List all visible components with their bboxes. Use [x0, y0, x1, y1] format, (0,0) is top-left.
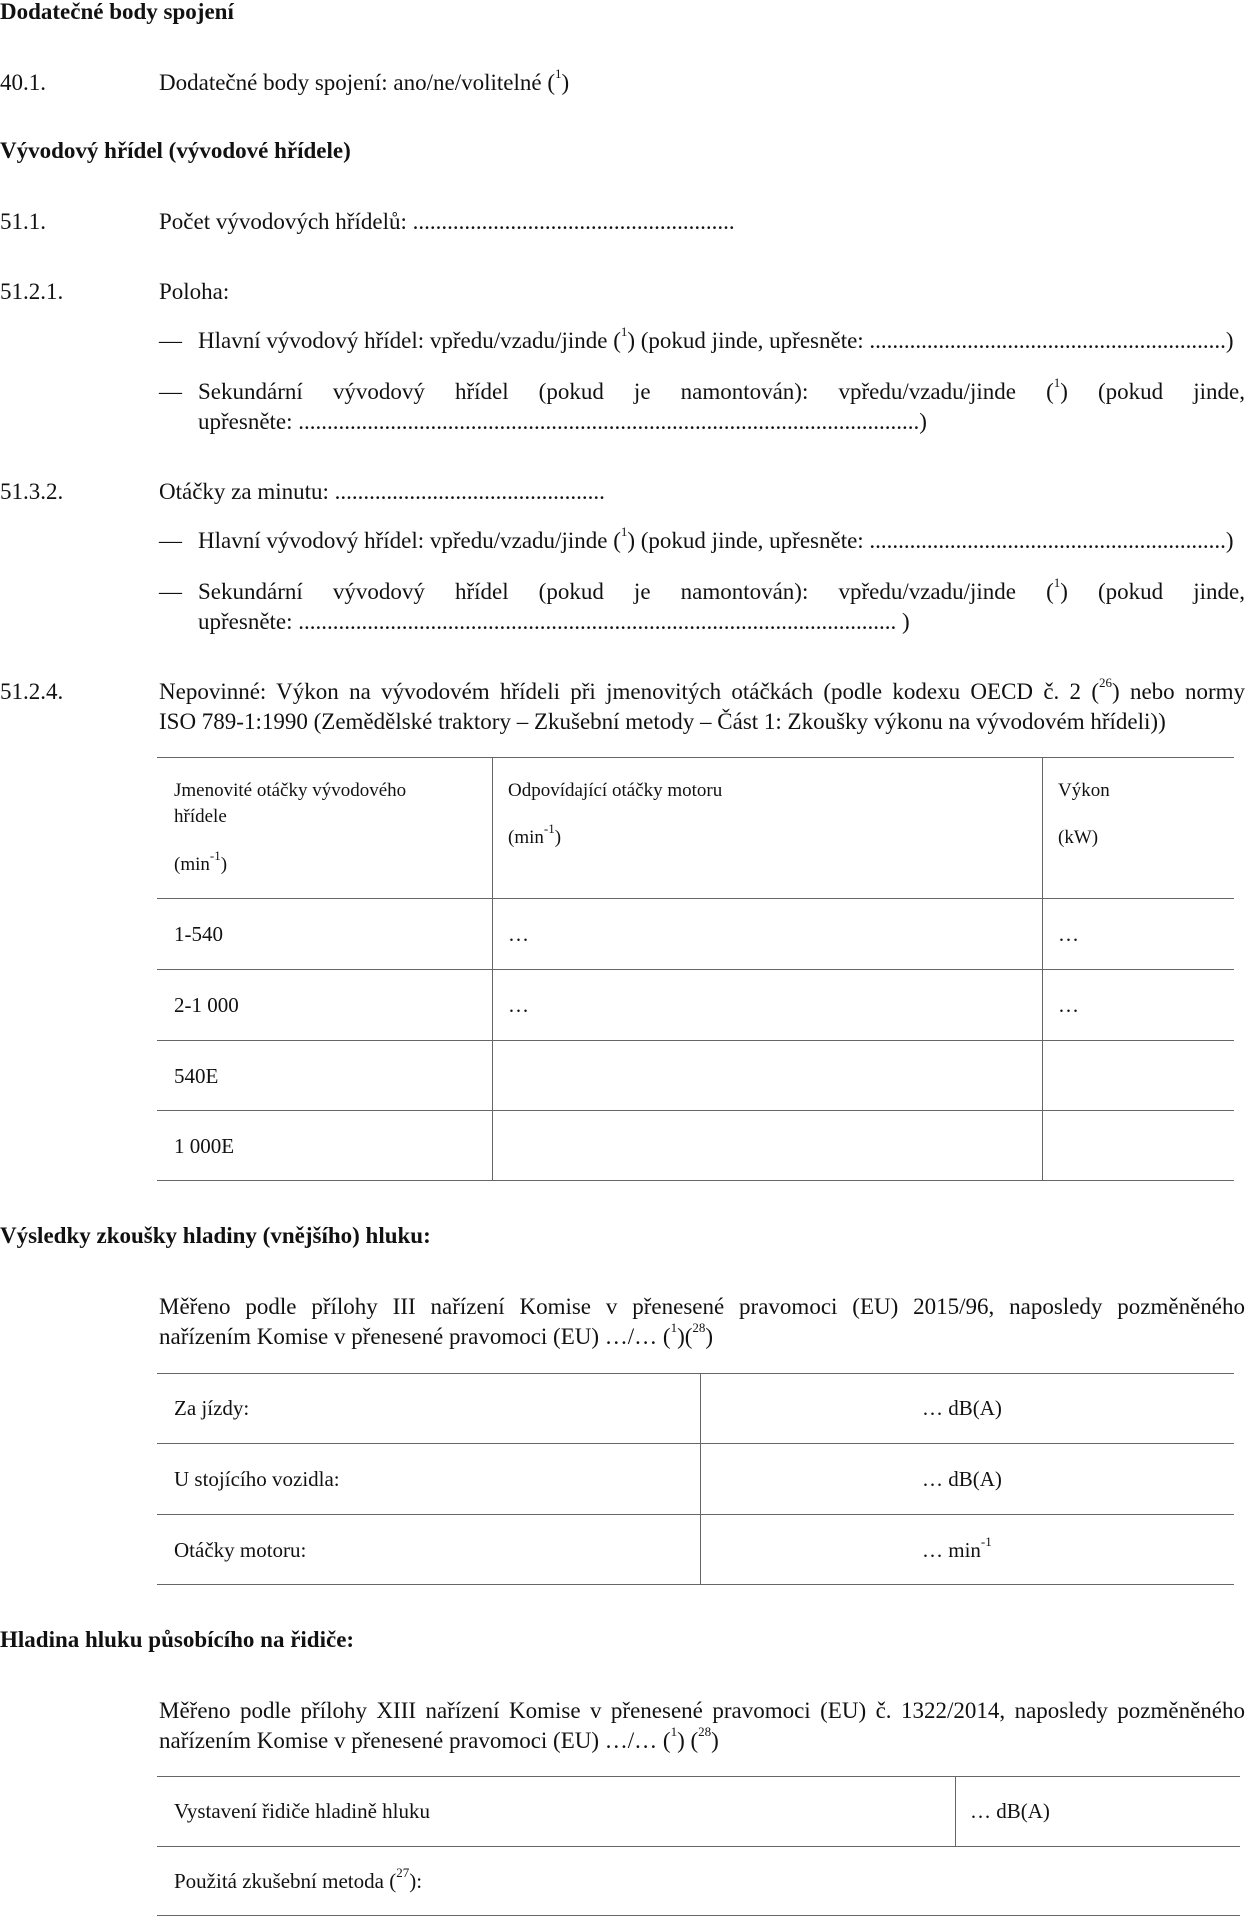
- item-text-51-2-1: Poloha:: [159, 279, 230, 304]
- table-cell-power: …: [1058, 993, 1079, 1017]
- row-label-engine-speed: Otáčky motoru:: [174, 1538, 307, 1562]
- column-header-rated-pto-speed-cont: hřídele: [174, 806, 227, 827]
- column-unit-engine-speed: $(\min^{-1})$: [508, 820, 562, 848]
- main-pto-speed: Hlavní vývodový hřídel: vpředu/vzadu/jinde ($^1$) (pokud jinde, upřesněte: ..............................................................): [198, 524, 1234, 553]
- column-header-power: Výkon: [1058, 780, 1110, 801]
- table-cell-speed: 2-1 000: [174, 993, 239, 1017]
- section-heading-driver-noise: Hladina hluku působícího na řidiče:: [0, 1627, 355, 1652]
- table-cell-speed: 540E: [174, 1064, 219, 1088]
- row-value-driver-exposure: … dB(A): [970, 1799, 1050, 1823]
- secondary-pto-position: Sekundární vývodový hřídel (pokud je namontován): vpředu/vzadu/jinde ($^1$) (pokud jinde,: [198, 375, 1246, 404]
- secondary-pto-position-cont: upřesněte: ............................................................................................................): [198, 409, 927, 434]
- dash-bullet: —: [159, 528, 182, 553]
- secondary-pto-speed-cont: upřesněte: ........................................................................................................ ): [198, 609, 910, 634]
- table-cell-power: …: [1058, 922, 1079, 946]
- column-unit-rated-pto-speed: $(\min^{-1})$: [174, 847, 228, 875]
- row-value-stationary: … dB(A): [922, 1467, 1002, 1491]
- column-header-rated-pto-speed: Jmenovité otáčky vývodového: [174, 780, 407, 801]
- item-number-51-3-2: 51.3.2.: [0, 479, 64, 504]
- driver-noise-method: Měřeno podle přílohy XIII nařízení Komise v přenesené pravomoci (EU) č. 1322/2014, naposledy pozměněného: [159, 1698, 1245, 1723]
- table-cell-engine: …: [508, 993, 529, 1017]
- item-number-51-2-1: 51.2.1.: [0, 279, 64, 304]
- item-text-51-3-2: Otáčky za minutu: ...............................................: [159, 479, 605, 504]
- item-text-51-2-4-cont: ISO 789-1:1990 (Zemědělské traktory – Zkušební metody – Část 1: Zkoušky výkonu na vývodovém hřídeli)): [159, 709, 1166, 734]
- dash-bullet: —: [159, 579, 182, 604]
- dash-bullet: —: [159, 328, 182, 353]
- dash-bullet: —: [159, 379, 182, 404]
- item-text-51-1: Počet vývodových hřídelů: ........................................................: [159, 209, 735, 234]
- table-cell-engine: …: [508, 922, 529, 946]
- item-text-51-2-4: Nepovinné: Výkon na vývodovém hřídeli při jmenovitých otáčkách (podle kodexu OECD č. 2 ($^{26}$) nebo normy: [159, 675, 1246, 704]
- row-value-engine-speed: … $\min^{-1}$: [922, 1534, 992, 1562]
- row-label-stationary: U stojícího vozidla:: [174, 1467, 340, 1491]
- secondary-pto-speed: Sekundární vývodový hřídel (pokud je namontován): vpředu/vzadu/jinde ($^1$) (pokud jinde,: [198, 575, 1246, 604]
- row-label-test-method: Použitá zkušební metoda ($^{27}$):: [174, 1865, 423, 1893]
- table-cell-speed: 1-540: [174, 922, 223, 946]
- item-number-51-2-4: 51.2.4.: [0, 679, 64, 704]
- main-pto-position: Hlavní vývodový hřídel: vpředu/vzadu/jinde ($^1$) (pokud jinde, upřesněte: ..............................................................): [198, 324, 1234, 353]
- column-unit-power: (kW): [1058, 827, 1099, 848]
- section-heading-external-noise: Výsledky zkoušky hladiny (vnějšího) hluku:: [0, 1223, 431, 1248]
- external-noise-method: Měřeno podle přílohy III nařízení Komise v přenesené pravomoci (EU) 2015/96, naposledy pozměněného: [159, 1294, 1245, 1319]
- driver-noise-method-cont: nařízením Komise v přenesené pravomoci (EU) …/… ($^1$) ($^{28}$): [159, 1724, 719, 1753]
- item-number-40-1: 40.1.: [0, 70, 46, 95]
- table-cell-speed: 1 000E: [174, 1134, 235, 1158]
- row-value-driving: … dB(A): [922, 1396, 1002, 1420]
- item-text-40-1: Dodatečné body spojení: ano/ne/volitelné ($^1$): [159, 66, 570, 95]
- external-noise-method-cont: nařízením Komise v přenesené pravomoci (EU) …/… ($^1$)($^{28}$): [159, 1320, 714, 1349]
- item-number-51-1: 51.1.: [0, 209, 46, 234]
- row-label-driving: Za jízdy:: [174, 1396, 250, 1420]
- column-header-engine-speed: Odpovídající otáčky motoru: [508, 780, 723, 801]
- section-heading-connection-points: Dodatečné body spojení: [0, 0, 234, 24]
- footnote-ref: 1: [555, 66, 562, 82]
- section-heading-pto: Vývodový hřídel (vývodové hřídele): [0, 138, 351, 163]
- row-label-driver-exposure: Vystavení řidiče hladině hluku: [174, 1799, 431, 1823]
